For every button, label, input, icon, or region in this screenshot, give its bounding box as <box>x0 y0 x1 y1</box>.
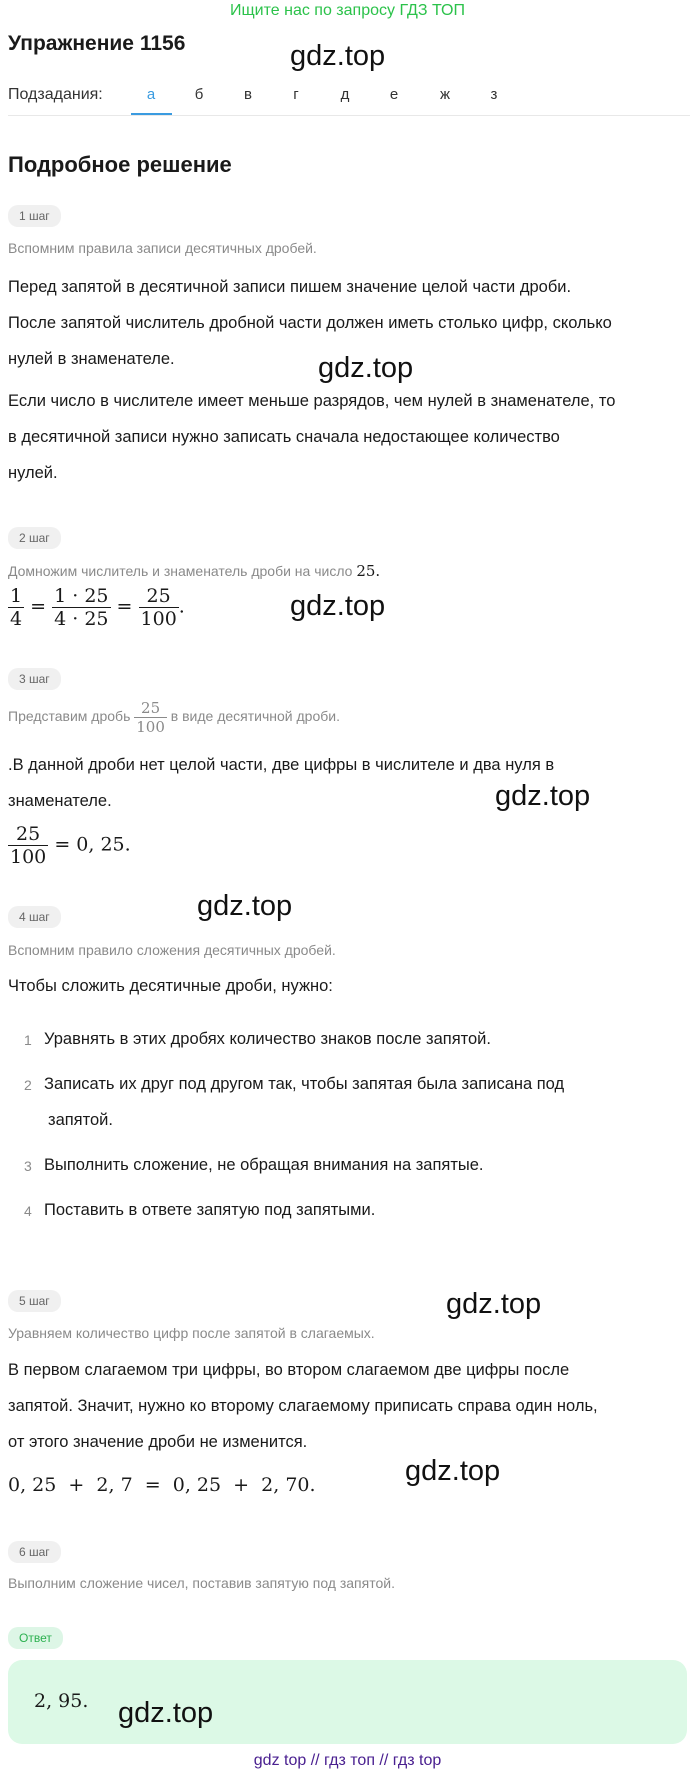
watermark: gdz.top <box>290 590 386 622</box>
tab-b[interactable]: б <box>194 86 204 103</box>
answer-badge: Ответ <box>8 1627 63 1649</box>
step-hint: Вспомним правила записи десятичных дробей. <box>8 240 317 256</box>
paragraph: запятой. Значит, нужно ко второму слагаемому приписать справа один ноль, <box>8 1397 598 1415</box>
subtasks-label: Подзадания: <box>8 86 103 103</box>
math-expression <box>8 823 131 868</box>
step-hint: Выполним сложение чисел, поставив запятую под запятой. <box>8 1575 395 1591</box>
watermark: gdz.top <box>197 890 293 922</box>
step-badge: 2 шаг <box>8 527 61 549</box>
step-hint-text: Представим дробь <box>8 708 131 725</box>
step-hint <box>8 562 380 580</box>
paragraph: нулей. <box>8 464 58 482</box>
step-hint-text: в виде десятичной дроби. <box>170 708 340 725</box>
tab-d[interactable]: д <box>340 86 350 103</box>
paragraph: Если число в числителе имеет меньше разрядов, чем нулей в знаменателе, то <box>8 392 616 410</box>
paragraph: Чтобы сложить десятичные дроби, нужно: <box>8 977 333 995</box>
list-item-number: 2 <box>24 1077 32 1093</box>
list-item-continued: запятой. <box>48 1111 113 1129</box>
paragraph: нулей в знаменателе. <box>8 350 175 368</box>
paragraph: В первом слагаемом три цифры, во втором слагаемом две цифры после <box>8 1361 570 1379</box>
fraction-denominator: 4 · 25 <box>54 608 109 630</box>
watermark: gdz.top <box>405 1455 501 1487</box>
paragraph: знаменателе. <box>8 792 112 810</box>
page-title: Упражнение 1156 <box>8 32 186 55</box>
fraction-numerator: 1 · 25 <box>54 585 109 607</box>
tab-a[interactable]: а <box>146 86 156 103</box>
tab-z[interactable]: з <box>490 86 498 103</box>
tab-zh[interactable]: ж <box>439 86 451 103</box>
math-result: = 0, 25. <box>54 833 131 856</box>
step-hint: Уравняем количество цифр после запятой в слагаемых. <box>8 1325 375 1341</box>
section-title: Подробное решение <box>8 152 232 177</box>
tab-v[interactable]: в <box>244 86 252 103</box>
answer-value: 2, 95. <box>34 1690 89 1712</box>
step-badge: 1 шаг <box>8 205 61 227</box>
list-item-number: 1 <box>24 1032 32 1048</box>
step-badge: 6 шаг <box>8 1541 61 1563</box>
paragraph: .В данной дроби нет целой части, две цифры в числителе и два нуля в <box>8 756 555 774</box>
paragraph: Перед запятой в десятичной записи пишем значение целой части дроби. <box>8 278 572 296</box>
watermark: gdz.top <box>446 1288 542 1320</box>
step-badge: 5 шаг <box>8 1290 61 1312</box>
watermark: gdz.top <box>495 780 591 812</box>
list-item: Записать их друг под другом так, чтобы запятая была записана под <box>44 1075 565 1093</box>
watermark: gdz.top <box>118 1697 214 1729</box>
footer-links[interactable]: gdz top // гдз топ // гдз top <box>253 1752 442 1769</box>
fraction-numerator: 25 <box>16 823 41 845</box>
step-hint: Вспомним правило сложения десятичных дробей. <box>8 942 336 958</box>
list-item-number: 3 <box>24 1158 32 1174</box>
tabs-divider <box>8 115 690 116</box>
step-badge: 4 шаг <box>8 906 61 928</box>
math-number: 25. <box>356 562 381 580</box>
list-item-number: 4 <box>24 1203 32 1219</box>
period: . <box>178 595 185 618</box>
step-hint <box>8 699 340 736</box>
fraction-denominator: 100 <box>10 846 47 868</box>
tab-e[interactable]: е <box>389 86 399 103</box>
watermark: gdz.top <box>290 40 386 72</box>
paragraph: от этого значение дроби не изменится. <box>8 1433 308 1451</box>
equals-sign: = <box>30 595 47 618</box>
answer-box <box>8 1660 687 1744</box>
fraction-denominator: 4 <box>10 608 23 630</box>
list-item: Уравнять в этих дробях количество знаков после запятой. <box>44 1030 491 1048</box>
list-item: Выполнить сложение, не обращая внимания на запятые. <box>44 1156 484 1174</box>
paragraph: После запятой числитель дробной части должен иметь столько цифр, сколько <box>8 314 612 332</box>
active-tab-indicator <box>131 113 172 115</box>
top-banner: Ищите нас по запросу ГДЗ ТОП <box>230 2 465 19</box>
equals-sign: = <box>116 595 133 618</box>
watermark: gdz.top <box>318 352 414 384</box>
fraction-numerator: 25 <box>141 699 161 717</box>
math-expression: 0, 25 + 2, 7 = 0, 25 + 2, 70. <box>8 1474 316 1496</box>
step-hint-text: Домножим числитель и знаменатель дроби на число <box>8 563 353 579</box>
fraction-denominator: 100 <box>136 718 165 736</box>
paragraph: в десятичной записи нужно записать сначала недостающее количество <box>8 428 560 446</box>
math-expression <box>8 585 185 630</box>
fraction-denominator: 100 <box>140 608 177 630</box>
fraction-numerator: 25 <box>146 585 171 607</box>
step-badge: 3 шаг <box>8 668 61 690</box>
list-item: Поставить в ответе запятую под запятыми. <box>44 1201 376 1219</box>
fraction-numerator: 1 <box>10 585 23 607</box>
tab-g[interactable]: г <box>293 86 299 103</box>
